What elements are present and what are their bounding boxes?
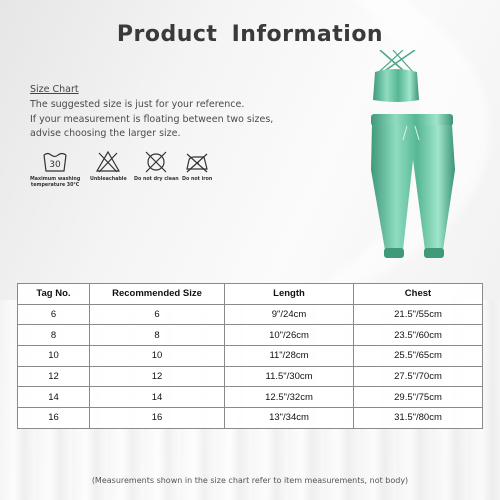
table-row: [18, 304, 483, 325]
care-label: Maximum washing temperature 30°C: [30, 177, 81, 188]
cell-size: 6: [90, 304, 225, 325]
table-header-row: [18, 284, 483, 305]
no-dry-clean-icon: [143, 150, 169, 174]
care-no-dry-clean: [134, 150, 179, 183]
cell-tag: 14: [18, 387, 90, 408]
table-row: [18, 387, 483, 408]
size-advice-line: advise choosing the larger size.: [30, 128, 181, 139]
cell-size: 8: [90, 325, 225, 346]
care-label: Do not iron: [182, 177, 213, 182]
cell-tag: 16: [18, 408, 90, 429]
size-advice-line: If your measurement is floating between two sizes,: [30, 113, 274, 125]
table-row: [18, 325, 483, 346]
header-tag-no: Tag No.: [18, 284, 90, 305]
size-advice-text: [30, 98, 274, 142]
cell-chest: 27.5"/70cm: [354, 366, 483, 387]
table-row: [18, 408, 483, 429]
cell-length: 9"/24cm: [225, 304, 354, 325]
header-length: Length: [225, 284, 354, 305]
cell-size: 12: [90, 366, 225, 387]
header-chest: Chest: [354, 284, 483, 305]
table-row: [18, 346, 483, 367]
header-recommended-size: Recommended Size: [90, 284, 225, 305]
cell-tag: 12: [18, 366, 90, 387]
cell-length: 10"/26cm: [225, 325, 354, 346]
care-wash-30: [30, 150, 80, 189]
cell-chest: 25.5"/65cm: [354, 346, 483, 367]
cell-chest: 31.5"/80cm: [354, 408, 483, 429]
cell-chest: 23.5"/60cm: [354, 325, 483, 346]
cell-length: 11.5"/30cm: [225, 366, 354, 387]
cell-size: 16: [90, 408, 225, 429]
no-bleach-icon: [95, 150, 121, 174]
cell-length: 12.5"/32cm: [225, 387, 354, 408]
cell-length: 13"/34cm: [225, 408, 354, 429]
measurement-footnote: (Measurements shown in the size chart refer to item measurements, not body): [91, 476, 409, 485]
care-no-bleach: [90, 150, 127, 183]
cell-tag: 10: [18, 346, 90, 367]
size-advice-line: The suggested size is just for your reference.: [30, 99, 245, 110]
cell-tag: 8: [18, 325, 90, 346]
no-iron-icon: [184, 150, 210, 174]
cell-chest: 29.5"/75cm: [354, 387, 483, 408]
cell-tag: 6: [18, 304, 90, 325]
cell-size: 10: [90, 346, 225, 367]
size-chart-label: Size Chart: [30, 84, 79, 95]
care-label: Do not dry clean: [134, 177, 179, 182]
care-no-iron: [182, 150, 212, 183]
page-title: Product Information: [116, 22, 384, 47]
wash-temperature-number: 30: [49, 160, 61, 170]
cell-chest: 21.5"/55cm: [354, 304, 483, 325]
wash-30-icon: [42, 150, 68, 174]
cell-size: 14: [90, 387, 225, 408]
cell-length: 11"/28cm: [225, 346, 354, 367]
table-row: [18, 366, 483, 387]
crop-top-and-pants-outfit-icon: [355, 50, 475, 290]
size-chart-table: [17, 283, 483, 429]
care-label: Unbleachable: [90, 177, 127, 182]
